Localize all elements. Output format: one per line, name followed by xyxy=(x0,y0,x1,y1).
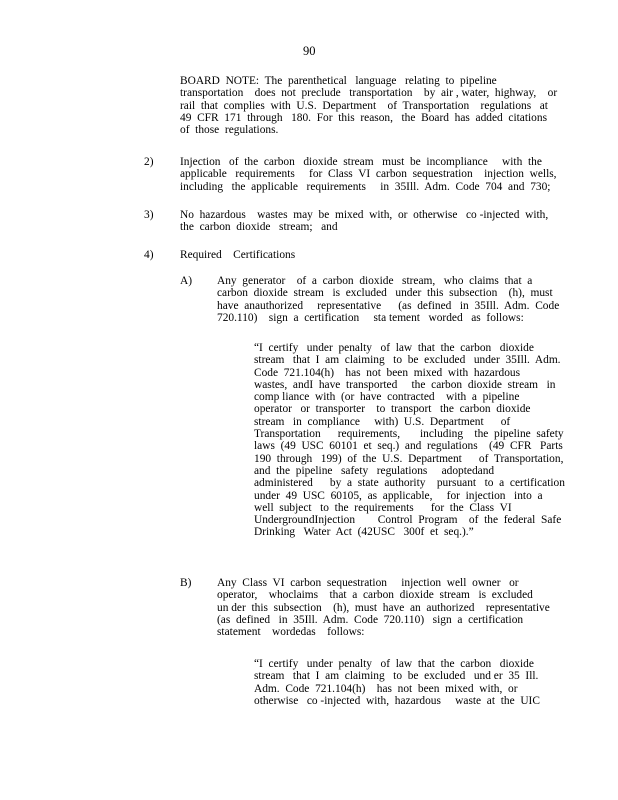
sub-item-b-text xyxy=(217,577,550,638)
text-line: operator, whoclaims that a carbon dioxide stream is excluded xyxy=(217,589,533,602)
text-line: operator or transporter to transport the carbon dioxide xyxy=(254,403,531,416)
text-line: including the applicable requirements in 35Ill. Adm. Code 704 and 730; xyxy=(180,180,551,193)
text-line: No hazardous wastes may be mixed with, or otherwise co -injected with, xyxy=(180,209,549,221)
text-line: well subject to the requirements for the Class VI xyxy=(254,501,512,514)
text-line: Any Class VI carbon sequestration injection well owner or xyxy=(217,577,519,589)
text-line: “I certify under penalty of law that the carbon dioxide xyxy=(254,658,534,670)
text-line: “I certify under penalty of law that the carbon dioxide xyxy=(254,342,534,354)
item-3-text xyxy=(180,209,548,234)
text-line: Injection of the carbon dioxide stream must be incompliance with the xyxy=(180,156,542,168)
certification-quote-a xyxy=(254,342,565,539)
text-line: un der this subsection (h), must have an authorized representative xyxy=(217,601,550,614)
text-line: of those regulations. xyxy=(180,124,279,137)
text-line: have anauthorized representative (as defined in 35Ill. Adm. Code xyxy=(217,299,560,312)
page-number: 90 xyxy=(303,44,316,58)
text-line: and the pipeline safety regulations adoptedand xyxy=(254,464,495,477)
text-line: stream that I am claiming to be excluded under 35Ill. Adm. xyxy=(254,354,561,367)
text-line: carbon dioxide stream is excluded under this subsection (h), must xyxy=(217,287,553,300)
item-number: 3) xyxy=(144,209,154,221)
text-line: otherwise co -injected with, hazardous waste at the UIC xyxy=(254,694,540,707)
item-number: 2) xyxy=(144,156,154,168)
text-line: administered by a state authority pursuant to a certification xyxy=(254,477,565,490)
board-note xyxy=(180,75,557,136)
text-line: the carbon dioxide stream; and xyxy=(180,221,338,234)
text-line: Any generator of a carbon dioxide stream, who claims that a xyxy=(217,275,533,287)
sub-item-label: B) xyxy=(180,577,192,589)
text-line: Transportation requirements, including the pipeline safety xyxy=(254,428,564,441)
certification-quote-b xyxy=(254,658,540,707)
text-line: Required Certifications xyxy=(180,249,296,261)
text-line: 190 through 199) of the U.S. Department of Transportation, xyxy=(254,452,564,465)
text-line: stream in compliance with) U.S. Department of xyxy=(254,415,511,428)
text-line: under 49 USC 60105, as applicable, for injection into a xyxy=(254,489,543,502)
text-line: UndergroundInjection Control Program of the federal Safe xyxy=(254,514,562,527)
text-line: laws (49 USC 60101 et seq.) and regulations (49 CFR Parts xyxy=(254,440,563,453)
text-line: BOARD NOTE: The parenthetical language relating to pipeline xyxy=(180,75,497,87)
text-line: applicable requirements for Class VI carbon sequestration injection wells, xyxy=(180,168,557,181)
text-line: 720.110) sign a certification sta tement worded as follows: xyxy=(217,311,524,324)
text-line: comp liance with (or have contracted with a pipeline xyxy=(254,391,520,404)
text-line: statement wordedas follows: xyxy=(217,626,365,639)
text-line: Adm. Code 721.104(h) has not been mixed with, or xyxy=(254,682,518,695)
text-line: wastes, andI have transported the carbon dioxide stream in xyxy=(254,378,556,391)
text-line: (as defined in 35Ill. Adm. Code 720.110) sign a certification xyxy=(217,613,524,626)
item-number: 4) xyxy=(144,249,154,261)
text-line: Drinking Water Act (42USC 300f et seq.).” xyxy=(254,526,474,539)
text-line: rail that complies with U.S. Department of Transportation regulations at xyxy=(180,99,548,112)
text-line: Code 721.104(h) has not been mixed with hazardous xyxy=(254,366,521,379)
text-line: stream that I am claiming to be excluded und er 35 Ill. xyxy=(254,670,539,683)
item-4-text xyxy=(180,249,295,261)
text-line: transportation does not preclude transportation by air , water, highway, or xyxy=(180,87,558,100)
text-line: 49 CFR 171 through 180. For this reason, the Board has added citations xyxy=(180,111,547,124)
sub-item-a-text xyxy=(217,275,559,324)
sub-item-label: A) xyxy=(180,275,193,287)
item-2-text xyxy=(180,156,557,193)
